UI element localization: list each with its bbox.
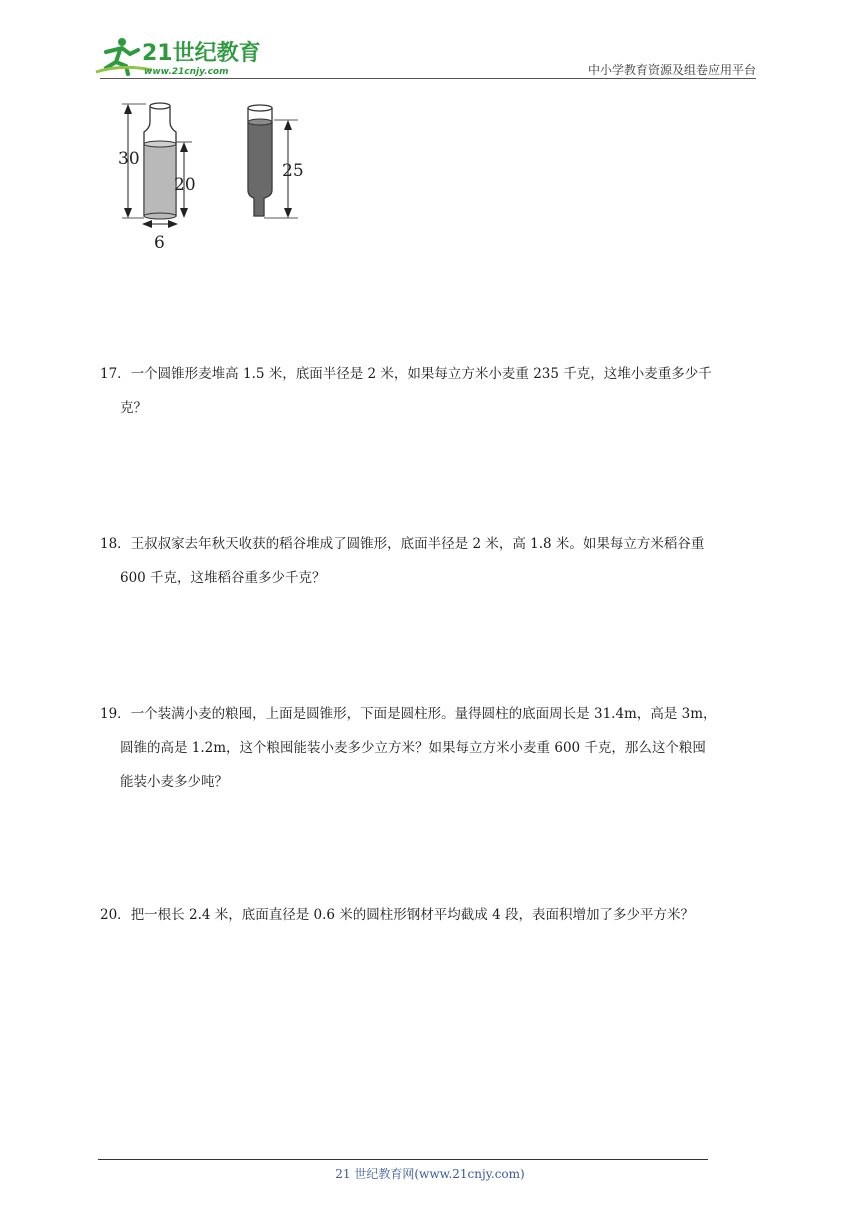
- header-divider: [100, 78, 756, 79]
- question-line: [100, 697, 766, 731]
- question-number: 18．: [100, 536, 131, 552]
- page-header: [0, 0, 860, 84]
- logo-url-text: www.21cnjy.com: [144, 67, 229, 77]
- site-logo: [92, 34, 262, 78]
- logo-text: 21世纪教育: [142, 41, 261, 66]
- footer-divider: [98, 1159, 708, 1160]
- question-18: [100, 527, 766, 595]
- question-20: [100, 898, 766, 932]
- label-diameter: 6: [154, 233, 165, 253]
- question-text: 一个装满小麦的粮囤，上面是圆锥形，下面是圆柱形。量得圆柱的底面周长是 31.4m，高是 3m，: [130, 706, 717, 722]
- question-line: [100, 357, 766, 391]
- question-17: [100, 357, 766, 425]
- question-19: [100, 697, 766, 799]
- question-text: 一个圆锥形麦堆高 1.5 米，底面半径是 2 米，如果每立方米小麦重 235 千克，这堆小麦重多少千: [130, 366, 712, 382]
- label-total-height: 30: [118, 149, 140, 169]
- platform-title: 中小学教育资源及组卷应用平台: [587, 63, 756, 77]
- question-text: 600 千克，这堆稻谷重多少千克？: [120, 570, 326, 586]
- question-text: 能装小麦多少吨？: [120, 774, 228, 790]
- question-text: 把一根长 2.4 米，底面直径是 0.6 米的圆柱形钢材平均截成 4 段，表面积增加了多少平方米？: [130, 907, 694, 923]
- page-footer: 21 世纪教育网(www.21cnjy.com): [335, 1167, 525, 1181]
- question-line: [100, 898, 766, 932]
- inverted-bottle: [248, 105, 304, 218]
- question-text: 圆锥的高是 1.2m，这个粮囤能装小麦多少立方米？如果每立方米小麦重 600 千克，那么这个粮囤: [120, 740, 706, 756]
- question-text: 克？: [120, 400, 147, 416]
- label-water-height: 20: [174, 175, 196, 195]
- question-number: 17．: [100, 366, 131, 382]
- question-number: 20．: [100, 907, 131, 923]
- question-text: 王叔叔家去年秋天收获的稻谷堆成了圆锥形，底面半径是 2 米，高 1.8 米。如果每立方米稻谷重: [130, 536, 705, 552]
- running-figure-icon: [92, 34, 262, 78]
- upright-bottle: [118, 103, 196, 253]
- question-line: [100, 527, 766, 561]
- bottle-figure: [112, 98, 322, 258]
- question-number: 19．: [100, 706, 131, 722]
- label-inverted-height: 25: [282, 161, 304, 181]
